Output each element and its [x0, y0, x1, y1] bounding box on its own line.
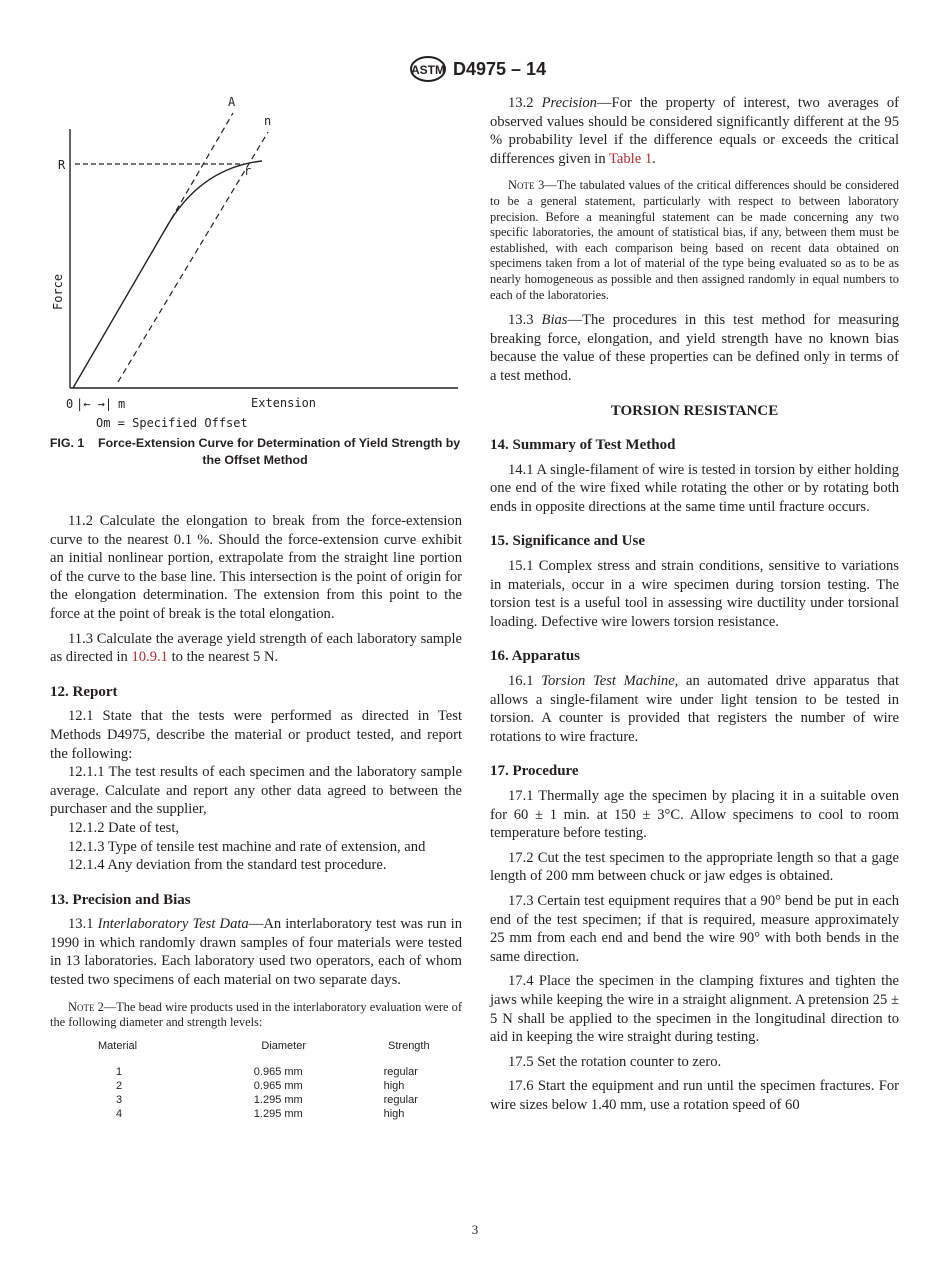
table-row: 1 0.965 mm regular: [116, 1065, 418, 1078]
link-10-9-1[interactable]: 10.9.1: [131, 649, 168, 666]
paragraph-15-1: 15.1 Complex stress and strain conditions, sensitive to variations in materials, occur in a wire specimen during torsion testing. The torsion test is a useful tool in assessing wire ductility under torsional loading. Defective wire lowers torsion resistance.: [490, 558, 899, 630]
paragraph-13-3: 13.3 Bias—The procedures in this test method for measuring breaking force, elongation, and yield strength have no known bias because the value of these properties can be defined only in terms of a test method.: [490, 312, 900, 384]
label-origin: 0: [66, 397, 74, 411]
force-extension-curve: [73, 161, 262, 388]
paragraph-12-1-1: 12.1.1 The test results of each specimen and the laboratory sample average. Calculate and report any other data agreed to between the purchaser and the supplier,: [50, 764, 462, 818]
page-number: 3: [471, 1222, 479, 1237]
figure-number: FIG. 1: [49, 436, 85, 450]
paragraph-16-1: 16.1 Torsion Test Machine, an automated drive apparatus that allows a single-filament wire under light tension to be tested in torsion. A counter is provided that registers the number of wire rotations to wire fracture.: [490, 673, 900, 745]
label-n: n: [264, 114, 272, 128]
document-id: D4975 – 14: [453, 59, 547, 79]
paragraph-13-2: 13.2 Precision—For the property of interest, two averages of observed values should be considered significantly different at the 95 % probability level if the difference equals or exceeds the critical differences given in Table 1.: [490, 95, 900, 167]
right-column: [490, 94, 899, 1121]
figure-legend: Om = Specified Offset: [96, 416, 248, 430]
table-header: Strength: [388, 1039, 430, 1052]
paragraph-13-1: 13.1 Interlaboratory Test Data—An interlaboratory test was run in 1990 in which randomly drawn samples of four materials were tested in 13 laboratories. Each laboratory used two operators, each of whom tested two specimens of each material on two separate days.: [50, 916, 462, 989]
y-axis-label: Force: [51, 273, 65, 310]
x-axis-label: Extension: [251, 396, 317, 410]
label-a: A: [228, 95, 236, 109]
svg-text:ASTM: ASTM: [411, 63, 445, 77]
heading-apparatus: 16. Apparatus: [490, 648, 581, 665]
paragraph-17-2: 17.2 Cut the test specimen to the appropriate length so that a gage length of 200 mm between chuck or jaw edges is obtained.: [490, 849, 899, 885]
force-extension-diagram: [40, 90, 470, 415]
link-table-1[interactable]: Table 1: [609, 150, 653, 167]
paragraph-11-3: 11.3 Calculate the average yield strength of each laboratory sample as directed in 10.9.1 to the nearest 5 N.: [50, 630, 462, 666]
paragraph-17-5: 17.5 Set the rotation counter to zero.: [508, 1053, 722, 1070]
paragraph-17-4: 17.4 Place the specimen in the clamping fixtures and tighten the jaws while keeping the wire in a straight alignment. A pretension 25 ± 5 N shall be applied to the specimen in the longitudinal direction to aid in keeping the wire straight during testing.: [490, 973, 899, 1046]
paragraph-11-2: 11.2 Calculate the elongation to break from the force-extension curve to the nearest 0.1 %. Should the force-extension curve exhibit an initial nonlinear portion, extrapolate from the straight line portion of the curve to the base line. This intersection is the point of origin for the elongation determination. The extension from this point to the force at the point of break is the total elongation.: [50, 513, 462, 622]
paragraph-17-3: 17.3 Certain test equipment requires that a 90° bend be put in each end of the test specimen; if that is required, measure approximately 25 mm from each end and bend the wire 90° with both bends in the same direction.: [490, 892, 899, 965]
paragraph-14-1: 14.1 A single-filament of wire is tested in torsion by either holding one end of the wire fixed while rotating the other or by rotating both ends in opposite directions at the same time until fracture occurs.: [490, 461, 899, 515]
figure-caption: [40, 435, 470, 469]
page-header: [0, 56, 950, 84]
paragraph-12-1-2: 12.1.2 Date of test,: [68, 819, 180, 836]
paragraph-17-6: 17.6 Start the equipment and run until the specimen fractures. For wire sizes below 1.40 mm, use a rotation speed of 60: [490, 1078, 899, 1113]
left-column: [50, 512, 462, 1121]
paragraph-12-1: 12.1 State that the tests were performed as directed in Test Methods D4975, describe the material or product tested, and report the following:: [50, 708, 462, 762]
heading-precision-bias: 13. Precision and Bias: [50, 891, 191, 908]
paragraph-12-1-4: 12.1.4 Any deviation from the standard test procedure.: [68, 857, 387, 874]
figure-1-force-extension: [40, 90, 470, 411]
note-3: Note 3—The tabulated values of the critical differences should be considered to be a general statement, particularly with respect to between laboratory precision. Before a meaningful statement can be made concerning any two specific laboratories, the amount of statistical bias, if any, between them must be established, with each comparison being based on recent data obtained on specimens taken from a lot of material of the type being evaluated so as to be as nearly homogeneous as possible and then assigned randomly in equal numbers to each of the laboratories.: [490, 178, 899, 302]
note-2-table: [80, 1039, 462, 1121]
astm-logo-icon: [408, 56, 448, 82]
label-r-lower: r: [244, 164, 252, 178]
note-2: Note 2—The bead wire products used in the interlaboratory evaluation were of the following diameter and strength levels:: [50, 999, 462, 1030]
line-a: [166, 113, 233, 228]
table-row: 2 0.965 mm high: [116, 1079, 405, 1092]
heading-summary: 14. Summary of Test Method: [490, 437, 676, 454]
table-header: Material: [98, 1039, 138, 1052]
paragraph-17-1: 17.1 Thermally age the specimen by placing it in a suitable oven for 60 ± 1 min. at 150 ± 3°C. Allow specimens to cool to room temperature before testing.: [490, 788, 899, 842]
table-row: 4 1.295 mm high: [116, 1107, 405, 1120]
heading-procedure: 17. Procedure: [490, 763, 579, 780]
table-row: 3 1.295 mm regular: [116, 1093, 418, 1106]
label-m: m: [118, 397, 126, 411]
table-header: Diameter: [261, 1039, 307, 1052]
offset-arrow: |← →|: [76, 397, 113, 411]
paragraph-12-1-3: 12.1.3 Type of tensile test machine and rate of extension, and: [68, 838, 426, 855]
figure-title: Force-Extension Curve for Determination of Yield Strength by the Offset Method: [98, 436, 461, 467]
section-title-torsion: TORSION RESISTANCE: [610, 402, 779, 419]
heading-report: 12. Report: [50, 683, 118, 700]
heading-significance: 15. Significance and Use: [490, 533, 646, 550]
label-r-upper: R: [58, 158, 66, 172]
